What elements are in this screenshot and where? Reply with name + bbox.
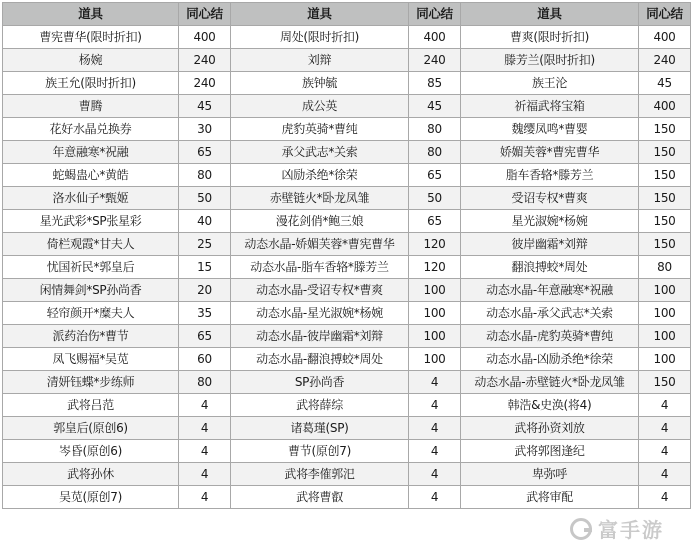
cell-value-1: 65: [179, 325, 231, 348]
cell-item-1: 杨婉: [3, 49, 179, 72]
cell-value-1: 4: [179, 394, 231, 417]
table-row: [3, 233, 691, 256]
cell-value-2: 4: [409, 463, 461, 486]
cell-item-1: 倚栏观霞*甘夫人: [3, 233, 179, 256]
cell-item-3: 曹爽(限时折扣): [461, 26, 639, 49]
cell-value-1: 80: [179, 371, 231, 394]
cell-value-2: 65: [409, 210, 461, 233]
cell-item-2: 动态水晶-受诏专权*曹爽: [231, 279, 409, 302]
cell-item-1: 曹宪曹华(限时折扣): [3, 26, 179, 49]
cell-value-1: 240: [179, 49, 231, 72]
table-row: [3, 187, 691, 210]
g-logo-icon: [570, 518, 592, 540]
header-value-3: 同心结: [639, 3, 691, 26]
table-row: [3, 141, 691, 164]
table-row: [3, 256, 691, 279]
cell-item-1: 清妍钰蝶*步练师: [3, 371, 179, 394]
cell-item-2: 动态水晶-娇媚芙蓉*曹宪曹华: [231, 233, 409, 256]
cell-item-1: 族王允(限时折扣): [3, 72, 179, 95]
cell-item-2: 赤壁链火*卧龙凤雏: [231, 187, 409, 210]
header-value-1: 同心结: [179, 3, 231, 26]
cell-value-1: 50: [179, 187, 231, 210]
cell-item-1: 洛水仙子*甄姬: [3, 187, 179, 210]
cell-item-2: 武将曹叡: [231, 486, 409, 509]
cell-value-1: 65: [179, 141, 231, 164]
cell-value-3: 150: [639, 210, 691, 233]
cell-value-1: 15: [179, 256, 231, 279]
table-row: [3, 463, 691, 486]
cell-value-3: 100: [639, 325, 691, 348]
cell-value-3: 4: [639, 394, 691, 417]
cell-value-3: 150: [639, 164, 691, 187]
cell-value-2: 50: [409, 187, 461, 210]
table-row: [3, 371, 691, 394]
cell-value-1: 4: [179, 417, 231, 440]
cell-item-3: 翻浪搏蛟*周处: [461, 256, 639, 279]
table-row: [3, 279, 691, 302]
cell-item-1: 郭皇后(原创6): [3, 417, 179, 440]
cell-value-3: 4: [639, 486, 691, 509]
cell-value-2: 400: [409, 26, 461, 49]
rewards-table: [2, 2, 691, 509]
cell-value-2: 120: [409, 256, 461, 279]
cell-value-2: 65: [409, 164, 461, 187]
cell-value-1: 40: [179, 210, 231, 233]
header-item-1: 道具: [3, 3, 179, 26]
cell-item-3: 动态水晶-凶励杀绝*徐荣: [461, 348, 639, 371]
cell-value-2: 4: [409, 486, 461, 509]
cell-value-2: 4: [409, 371, 461, 394]
cell-value-1: 4: [179, 440, 231, 463]
cell-item-3: 武将审配: [461, 486, 639, 509]
table-row: [3, 417, 691, 440]
cell-item-2: 刘辩: [231, 49, 409, 72]
cell-item-2: 诸葛瑾(SP): [231, 417, 409, 440]
cell-item-3: 族王沦: [461, 72, 639, 95]
cell-item-3: 韩浩&史涣(将4): [461, 394, 639, 417]
cell-value-3: 150: [639, 141, 691, 164]
cell-value-3: 150: [639, 187, 691, 210]
cell-item-2: 凶励杀绝*徐荣: [231, 164, 409, 187]
cell-item-3: 滕芳兰(限时折扣): [461, 49, 639, 72]
cell-item-1: 闲情舞剑*SP孙尚香: [3, 279, 179, 302]
cell-value-3: 150: [639, 118, 691, 141]
cell-item-3: 动态水晶-虎豹英骑*曹纯: [461, 325, 639, 348]
cell-value-2: 85: [409, 72, 461, 95]
cell-value-3: 100: [639, 348, 691, 371]
cell-value-2: 100: [409, 279, 461, 302]
cell-value-3: 4: [639, 417, 691, 440]
header-item-3: 道具: [461, 3, 639, 26]
cell-value-3: 4: [639, 440, 691, 463]
cell-value-2: 120: [409, 233, 461, 256]
cell-value-3: 100: [639, 302, 691, 325]
table-row: [3, 26, 691, 49]
cell-item-2: 动态水晶-星光淑婉*杨婉: [231, 302, 409, 325]
cell-value-1: 80: [179, 164, 231, 187]
cell-value-1: 400: [179, 26, 231, 49]
cell-value-2: 4: [409, 417, 461, 440]
cell-value-3: 4: [639, 463, 691, 486]
table-row: [3, 486, 691, 509]
cell-item-2: 承父武志*关索: [231, 141, 409, 164]
cell-value-3: 45: [639, 72, 691, 95]
cell-value-2: 100: [409, 348, 461, 371]
cell-value-2: 100: [409, 325, 461, 348]
cell-value-1: 30: [179, 118, 231, 141]
cell-item-3: 动态水晶-赤壁链火*卧龙凤雏: [461, 371, 639, 394]
cell-item-3: 武将郭图逢纪: [461, 440, 639, 463]
cell-value-2: 100: [409, 302, 461, 325]
table-row: [3, 72, 691, 95]
table-row: [3, 210, 691, 233]
cell-value-2: 4: [409, 440, 461, 463]
table-row: [3, 394, 691, 417]
cell-item-3: 星光淑婉*杨婉: [461, 210, 639, 233]
watermark-text: 富手游: [598, 518, 664, 542]
cell-item-3: 受诏专权*曹爽: [461, 187, 639, 210]
cell-item-2: 周处(限时折扣): [231, 26, 409, 49]
cell-value-3: 240: [639, 49, 691, 72]
table-row: [3, 348, 691, 371]
cell-value-1: 35: [179, 302, 231, 325]
cell-item-1: 星光武彩*SP张星彩: [3, 210, 179, 233]
table-row: [3, 118, 691, 141]
cell-item-3: 彼岸幽霜*刘辩: [461, 233, 639, 256]
cell-value-2: 80: [409, 141, 461, 164]
header-item-2: 道具: [231, 3, 409, 26]
cell-item-3: 武将孙资刘放: [461, 417, 639, 440]
cell-item-2: 虎豹英骑*曹纯: [231, 118, 409, 141]
cell-value-1: 25: [179, 233, 231, 256]
table-row: [3, 164, 691, 187]
cell-value-3: 80: [639, 256, 691, 279]
cell-item-2: 武将李傕郭汜: [231, 463, 409, 486]
cell-item-2: 动态水晶-脂车香辂*滕芳兰: [231, 256, 409, 279]
cell-item-1: 年意融寒*祝融: [3, 141, 179, 164]
cell-value-2: 240: [409, 49, 461, 72]
cell-item-1: 武将吕范: [3, 394, 179, 417]
watermark: [570, 516, 688, 544]
cell-value-3: 150: [639, 371, 691, 394]
cell-item-2: 武将薛综: [231, 394, 409, 417]
cell-item-1: 岑昏(原创6): [3, 440, 179, 463]
cell-item-1: 蛇蝎蛊心*黄皓: [3, 164, 179, 187]
cell-item-2: SP孙尚香: [231, 371, 409, 394]
cell-value-1: 240: [179, 72, 231, 95]
cell-value-1: 4: [179, 463, 231, 486]
cell-item-2: 成公英: [231, 95, 409, 118]
cell-value-3: 100: [639, 279, 691, 302]
cell-value-1: 4: [179, 486, 231, 509]
table-row: [3, 325, 691, 348]
table-row: [3, 95, 691, 118]
cell-value-2: 4: [409, 394, 461, 417]
cell-item-1: 轻帘颜开*糜夫人: [3, 302, 179, 325]
cell-value-2: 45: [409, 95, 461, 118]
cell-item-1: 派药治伤*曹节: [3, 325, 179, 348]
cell-item-3: 卑弥呼: [461, 463, 639, 486]
cell-value-3: 150: [639, 233, 691, 256]
cell-value-3: 400: [639, 26, 691, 49]
cell-item-3: 魏缨凤鸣*曹婴: [461, 118, 639, 141]
cell-value-1: 60: [179, 348, 231, 371]
cell-item-2: 族钟毓: [231, 72, 409, 95]
header-value-2: 同心结: [409, 3, 461, 26]
cell-value-1: 45: [179, 95, 231, 118]
cell-item-1: 曹腾: [3, 95, 179, 118]
cell-item-3: 娇媚芙蓉*曹宪曹华: [461, 141, 639, 164]
cell-item-2: 漫花剑俏*鲍三娘: [231, 210, 409, 233]
cell-item-1: 花好水晶兑换券: [3, 118, 179, 141]
table-row: [3, 49, 691, 72]
table-header-row: [3, 3, 691, 26]
cell-value-3: 400: [639, 95, 691, 118]
cell-item-3: 脂车香辂*滕芳兰: [461, 164, 639, 187]
cell-value-1: 20: [179, 279, 231, 302]
table-row: [3, 302, 691, 325]
cell-item-1: 忧国祈民*郭皇后: [3, 256, 179, 279]
cell-item-3: 动态水晶-承父武志*关索: [461, 302, 639, 325]
cell-item-2: 动态水晶-彼岸幽霜*刘辩: [231, 325, 409, 348]
cell-item-3: 动态水晶-年意融寒*祝融: [461, 279, 639, 302]
cell-item-2: 曹节(原创7): [231, 440, 409, 463]
cell-item-1: 吴苋(原创7): [3, 486, 179, 509]
cell-item-1: 武将孙休: [3, 463, 179, 486]
cell-item-2: 动态水晶-翻浪搏蛟*周处: [231, 348, 409, 371]
table-row: [3, 440, 691, 463]
cell-item-1: 凤飞赐福*吴苋: [3, 348, 179, 371]
cell-value-2: 80: [409, 118, 461, 141]
cell-item-3: 祈福武将宝箱: [461, 95, 639, 118]
